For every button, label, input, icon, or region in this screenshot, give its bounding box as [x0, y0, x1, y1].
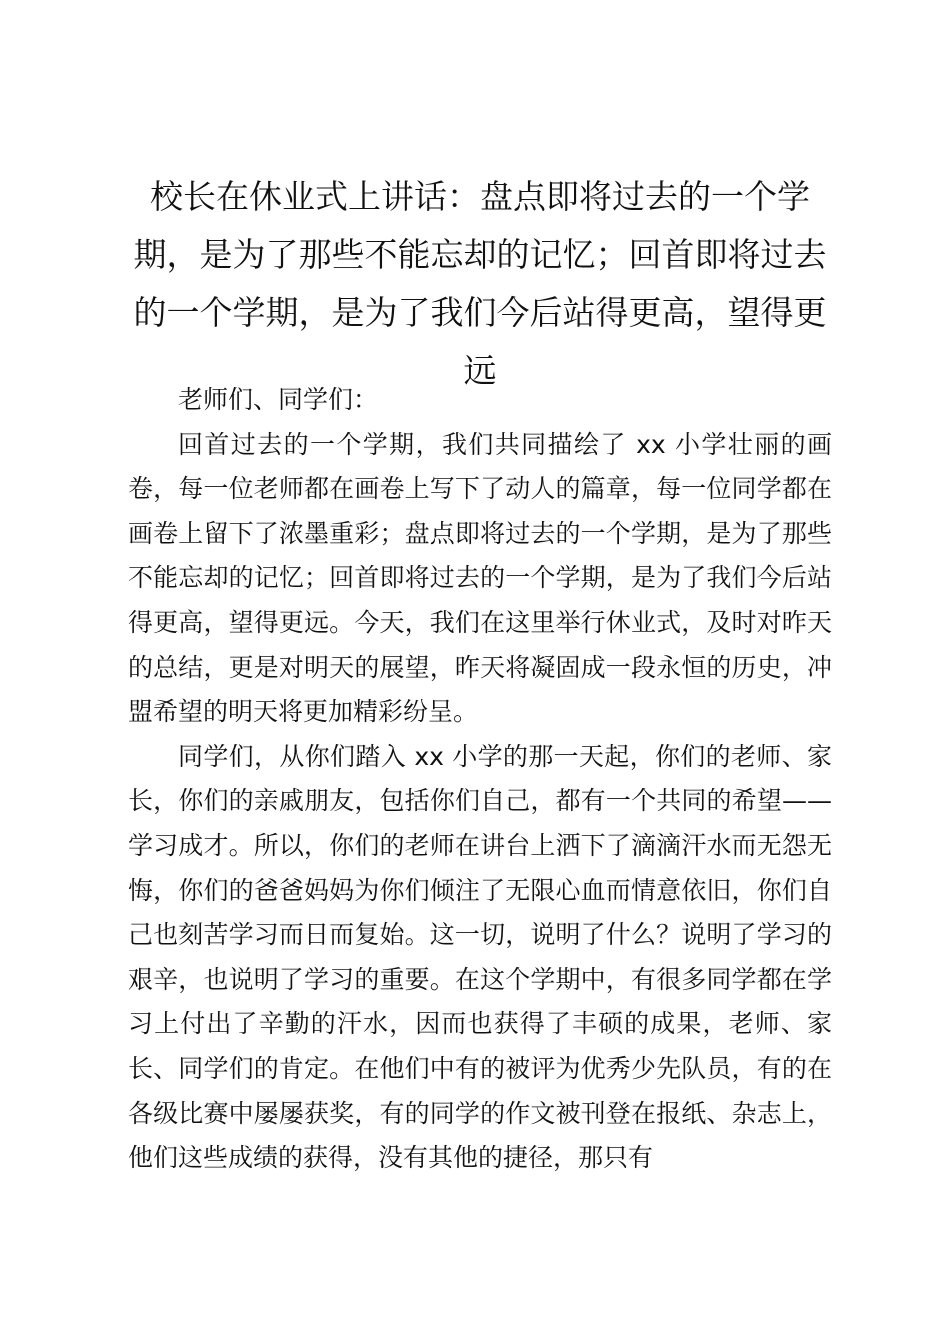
body-paragraph: 同学们，从你们踏入 xx 小学的那一天起，你们的老师、家长，你们的亲戚朋友，包括你们自己，都有一个共同的希望——学习成才。所以，你们的老师在讲台上洒下了滴滴汗水而无怨无悔，你们的爸爸妈妈为你们倾注了无限心血而情意依旧，你们自己也刻苦学习而日而复始。这一切，说明了什么？说明了学习的艰辛，也说明了学习的重要。在这个学期中，有很多同学都在学习上付出了辛勤的汗水，因而也获得了丰硕的成果，老师、家长、同学们的肯定。在他们中有的被评为优秀少先队员，有的在各级比赛中屡屡获奖，有的同学的作文被刊登在报纸、杂志上，他们这些成绩的获得，没有其他的捷径，那只有: [128, 741, 832, 1173]
salutation-paragraph: 老师们、同学们：: [178, 385, 379, 414]
body-paragraph: 回首过去的一个学期，我们共同描绘了 xx 小学壮丽的画卷，每一位老师都在画卷上写下了动人的篇章，每一位同学都在画卷上留下了浓墨重彩；盘点即将过去的一个学期，是为了那些不能忘却的记忆；回首即将过去的一个学期，是为了我们今后站得更高，望得更远。今天，我们在这里举行休业式，及时对昨天的总结，更是对明天的展望，昨天将凝固成一段永恒的历史，冲盟希望的明天将更加精彩纷呈。: [128, 429, 832, 727]
document-body: [128, 378, 832, 1181]
document-title: 校长在休业式上讲话：盘点即将过去的一个学期，是为了那些不能忘却的记忆；回首即将过去的一个学期，是为了我们今后站得更高，望得更远: [133, 177, 827, 390]
